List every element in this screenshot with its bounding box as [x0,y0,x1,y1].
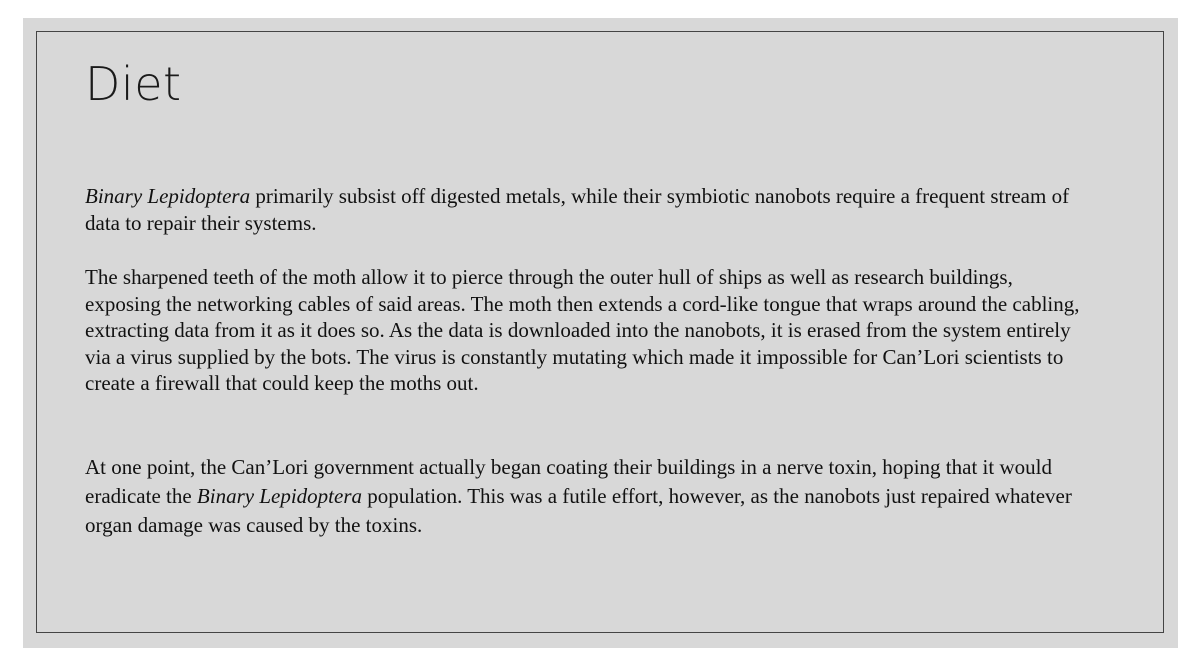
slide [23,18,1178,648]
species-name: Binary Lepidoptera [196,484,362,508]
diet-paragraph-2 [85,264,1090,397]
paragraph-3-text-end: population. This was a futile effort, however, as the nanobots just repaired whatever organ damage was caused by the toxins. [85,484,1072,537]
paragraph-2-text: The sharpened teeth of the moth allow it to pierce through the outer hull of ships as well as research buildings, exposing the networking cables of said areas. The moth then extends a cord-like tongue that wraps around the cabling, extracting data from it as it does so. As the data is downloaded into the nanobots, it is erased from the system entirely via a virus supplied by the bots. The virus is constantly mutating which made it impossible for Can’Lori scientists to create a firewall that could keep the moths out. [85,265,1080,395]
paragraph-3-text-start: At one point, the Can’Lori government actually began coating their buildings in a nerve toxin, hoping that it would eradicate the [85,455,1052,508]
paragraph-1-text: primarily subsist off digested metals, while their symbiotic nanobots require a frequent stream of data to repair their systems. [85,184,1070,235]
slide-title: Diet [85,57,182,111]
species-name: Binary Lepidoptera [85,184,251,208]
diet-paragraph-1 [85,183,1090,236]
diet-paragraph-3 [85,453,1090,540]
